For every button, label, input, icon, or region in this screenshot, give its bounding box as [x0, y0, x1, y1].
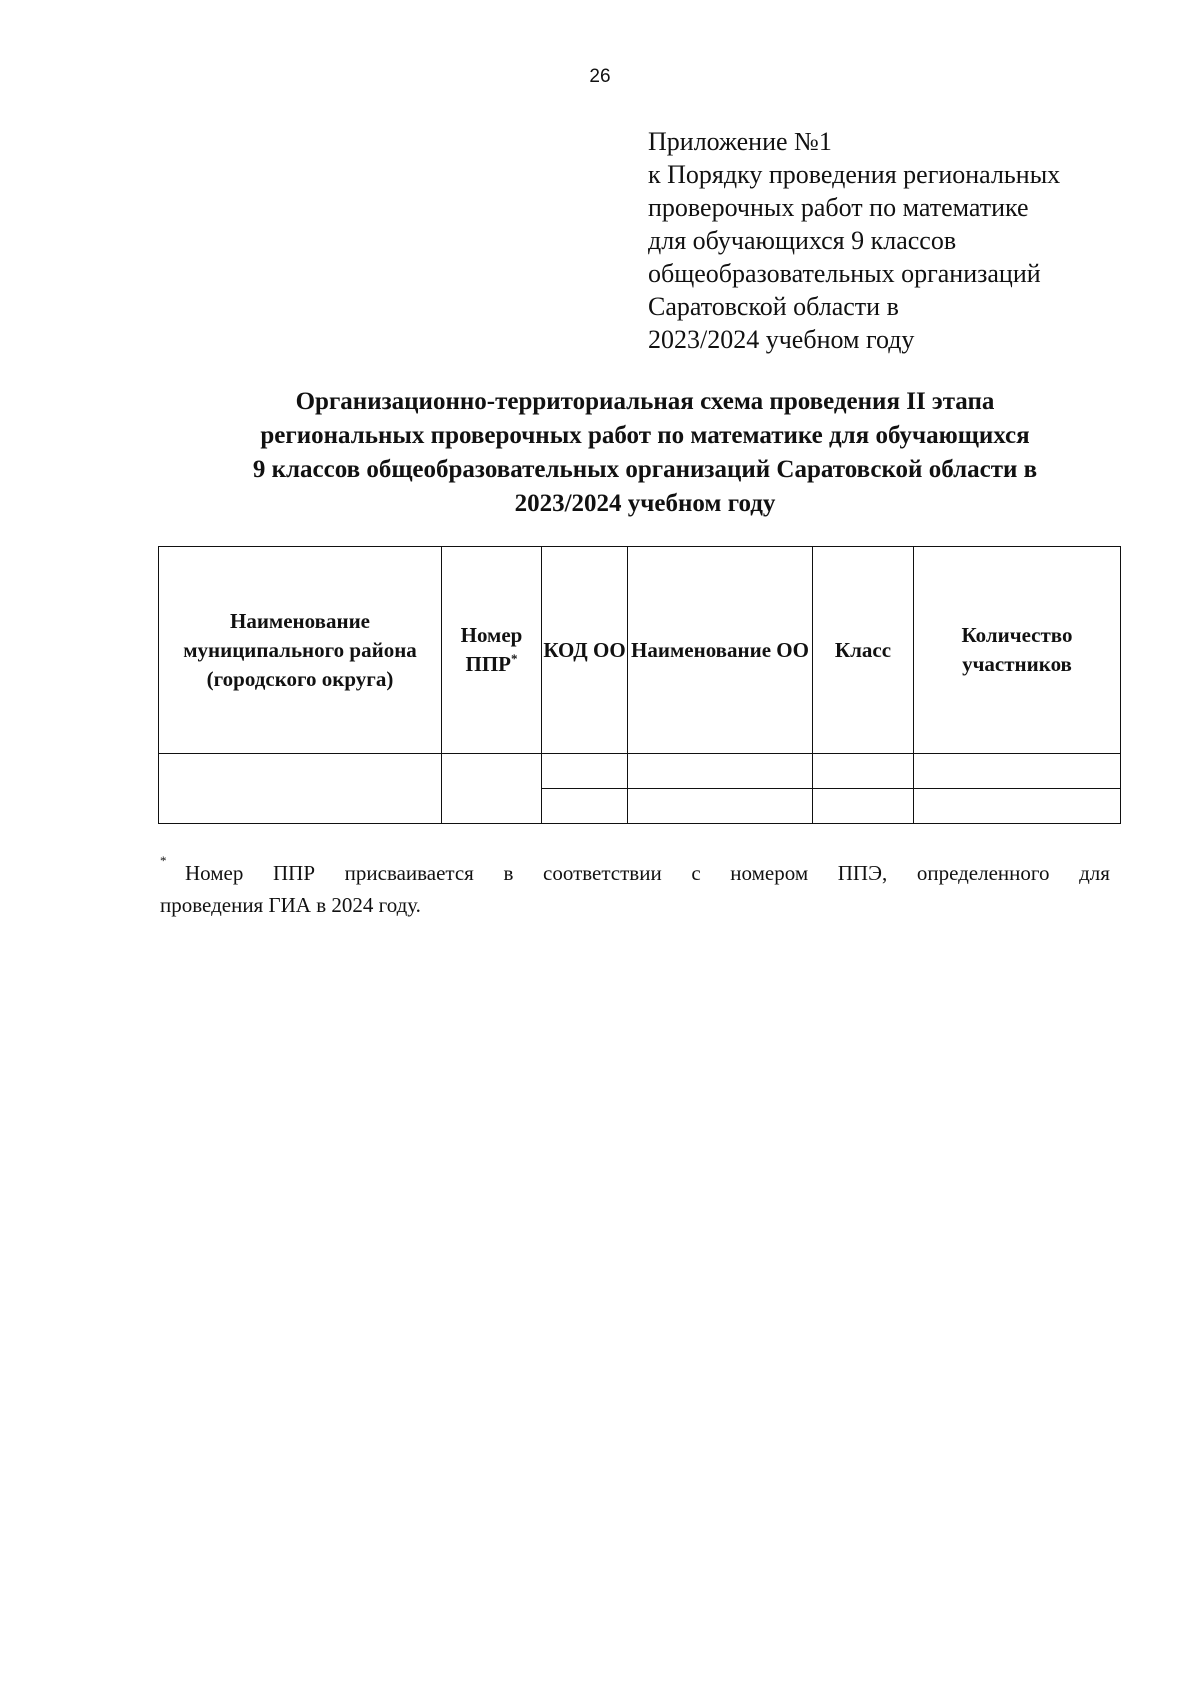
title-line: 9 классов общеобразовательных организаций Саратовской области в — [252, 456, 1038, 483]
appendix-line: общеобразовательных организаций — [648, 259, 1041, 288]
footnote — [160, 853, 1110, 921]
header-municipality: Наименование муниципального района (городского округа) — [159, 547, 442, 754]
title-line: региональных проверочных работ по математике для обучающихся — [260, 422, 1030, 449]
footnote-marker: * — [160, 853, 167, 868]
table-row — [159, 754, 1121, 789]
page-number: 26 — [589, 66, 611, 87]
scheme-table — [158, 546, 1121, 824]
cell-participants — [914, 754, 1121, 789]
header-oo-code: КОД ОО — [542, 547, 628, 754]
document-title — [120, 385, 1170, 521]
header-participants: Количество участников — [914, 547, 1121, 754]
appendix-line: Саратовской области в — [648, 292, 899, 321]
table-header-row — [159, 547, 1121, 754]
footnote-marker: * — [511, 651, 518, 666]
cell-class — [813, 754, 914, 789]
footnote-line: Номер ППР присваивается в соответствии с номером ППЭ, определенного для — [185, 861, 1110, 885]
footnote-line: проведения ГИА в 2024 году. — [160, 893, 421, 917]
header-oo-name: Наименование ОО — [628, 547, 813, 754]
cell-oo-code — [542, 789, 628, 824]
cell-participants — [914, 789, 1121, 824]
cell-municipality — [159, 754, 442, 824]
title-line: Организационно-территориальная схема проведения II этапа — [295, 388, 995, 415]
appendix-reference — [648, 125, 1168, 356]
cell-class — [813, 789, 914, 824]
appendix-line: к Порядку проведения региональных — [648, 160, 1061, 189]
scheme-table-container — [158, 546, 1121, 824]
appendix-line: Приложение №1 — [648, 127, 832, 156]
header-class: Класс — [813, 547, 914, 754]
cell-oo-name — [628, 789, 813, 824]
appendix-line: 2023/2024 учебном году — [648, 325, 915, 354]
cell-oo-code — [542, 754, 628, 789]
title-line: 2023/2024 учебном году — [514, 490, 776, 517]
appendix-line: для обучающихся 9 классов — [648, 226, 957, 255]
cell-oo-name — [628, 754, 813, 789]
appendix-line: проверочных работ по математике — [648, 193, 1029, 222]
cell-ppr-number — [442, 754, 542, 824]
header-ppr-number: Номер ППР* — [442, 547, 542, 754]
